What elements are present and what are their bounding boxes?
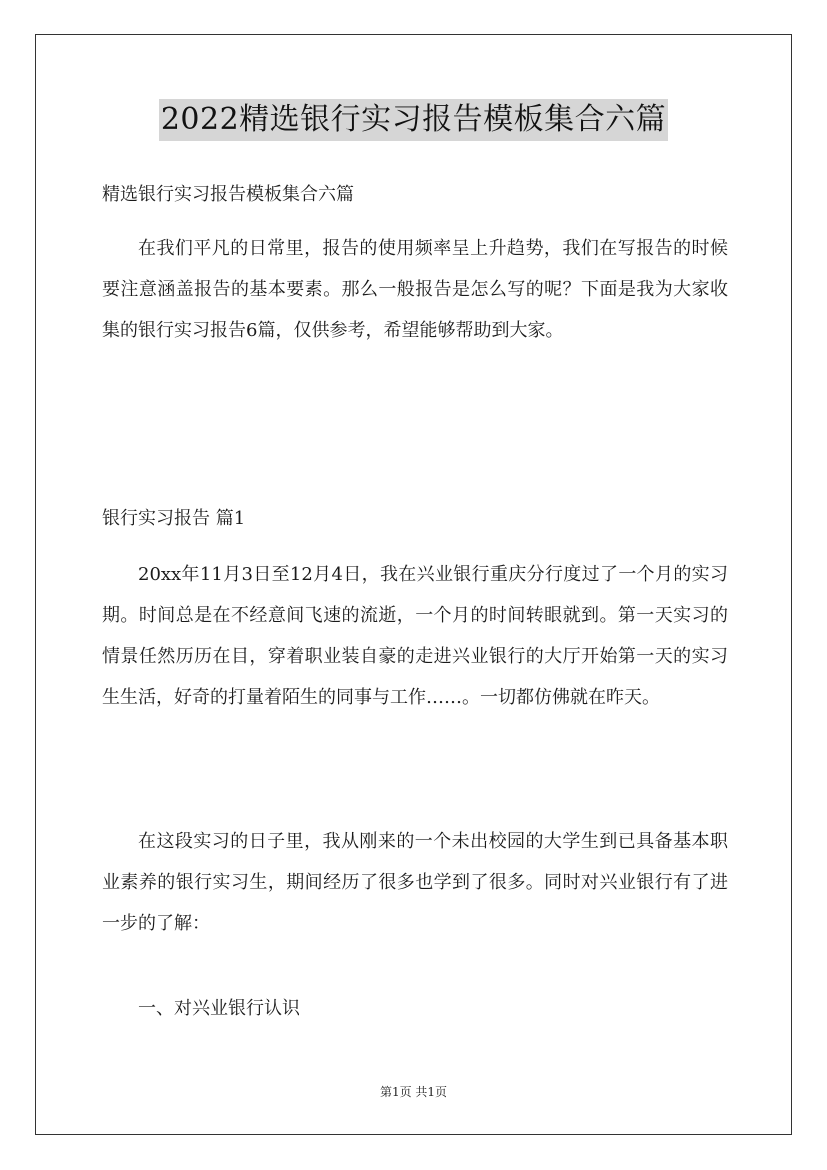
section-heading: 银行实习报告 篇1 (102, 508, 246, 529)
body-paragraph: 在这段实习的日子里，我从刚来的一个未出校园的大学生到已具备基本职业素养的银行实习生，期间经历了很多也学到了很多。同时对兴业银行有了进一步的了解： (102, 831, 728, 934)
document-title: 2022精选银行实习报告模板集合六篇 (159, 99, 668, 141)
body-paragraph-2-container (102, 821, 728, 944)
body-paragraph: 20xx年11月3日至12月4日，我在兴业银行重庆分行度过了一个月的实习期。时间总是在不经意间飞速的流逝，一个月的时间转眼就到。第一天实习的情景任然历历在目，穿着职业装自豪的走进兴业银行的大厅开始第一天的实习生生活，好奇的打量着陌生的同事与工作……。一切都仿佛就在昨天。 (102, 564, 728, 708)
document-subtitle: 精选银行实习报告模板集合六篇 (102, 184, 354, 205)
body-paragraph-1-container (102, 554, 728, 718)
body-paragraph-3-container (102, 988, 728, 1029)
subsection-heading: 一、对兴业银行认识 (138, 998, 300, 1019)
page-footer: 第1页 共1页 (379, 1085, 448, 1099)
intro-section (102, 228, 728, 351)
title-container (0, 99, 827, 141)
intro-paragraph: 在我们平凡的日常里，报告的使用频率呈上升趋势，我们在写报告的时候要注意涵盖报告的基本要素。那么一般报告是怎么写的呢？下面是我为大家收集的银行实习报告6篇，仅供参考，希望能够帮助到大家。 (102, 238, 728, 341)
